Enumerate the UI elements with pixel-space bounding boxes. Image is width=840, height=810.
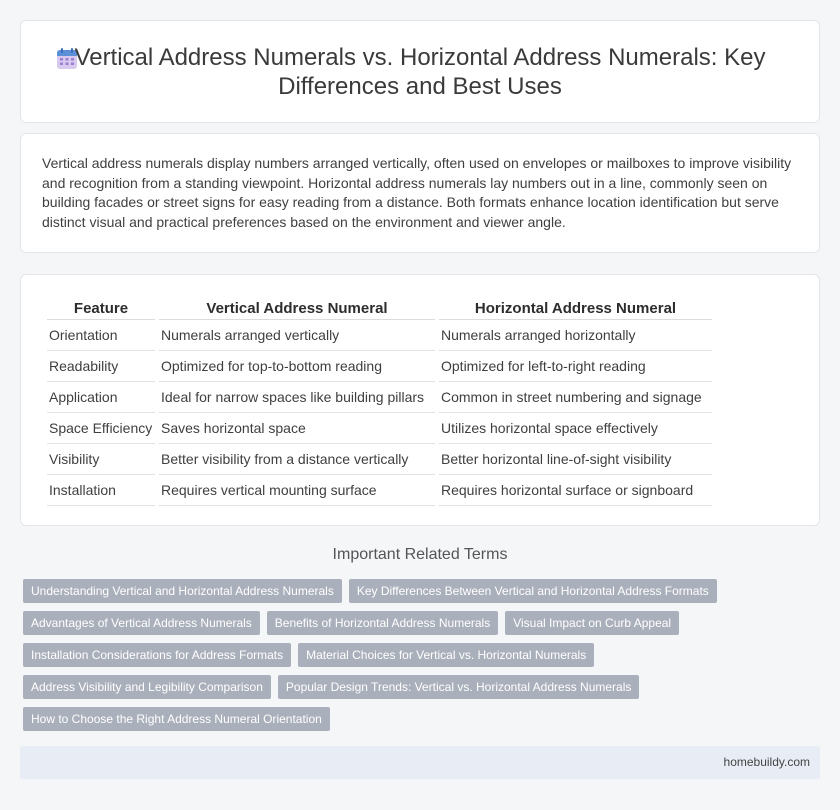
related-term-tag[interactable]: Benefits of Horizontal Address Numerals bbox=[267, 611, 498, 635]
related-term-tag[interactable]: Advantages of Vertical Address Numerals bbox=[23, 611, 260, 635]
table-row bbox=[47, 413, 712, 444]
related-term-tag[interactable]: How to Choose the Right Address Numeral Orientation bbox=[23, 707, 330, 731]
table-header: Feature bbox=[47, 297, 155, 320]
table-cell: Utilizes horizontal space effectively bbox=[439, 413, 712, 444]
table-cell: Saves horizontal space bbox=[159, 413, 435, 444]
intro-paragraph: Vertical address numerals display numbers arranged vertically, often used on envelopes or mailboxes to improve visibility and recognition from a standing viewpoint. Horizontal address numerals lay numbers out in a line, commonly seen on building facades or street signs for easy reading from a distance. Both formats enhance location identification but serve distinct visual and practical preferences based on the environment and viewer angle. bbox=[42, 155, 792, 230]
related-terms-title: Important Related Terms bbox=[332, 546, 508, 563]
footer bbox=[20, 746, 820, 779]
table-cell: Orientation bbox=[47, 320, 155, 351]
table-cell: Ideal for narrow spaces like building pillars bbox=[159, 382, 435, 413]
intro-card bbox=[20, 133, 820, 253]
table-row bbox=[47, 382, 712, 413]
table-cell: Better horizontal line-of-sight visibility bbox=[439, 444, 712, 475]
table-header: Vertical Address Numeral bbox=[159, 297, 435, 320]
related-term-tag[interactable]: Installation Considerations for Address Formats bbox=[23, 643, 291, 667]
table-cell: Visibility bbox=[47, 444, 155, 475]
table-cell: Numerals arranged vertically bbox=[159, 320, 435, 351]
related-terms-list bbox=[23, 579, 743, 731]
related-term-tag[interactable]: Popular Design Trends: Vertical vs. Horizontal Address Numerals bbox=[278, 675, 640, 699]
table-cell: Optimized for left-to-right reading bbox=[439, 351, 712, 382]
table-row bbox=[47, 444, 712, 475]
comparison-table-card bbox=[20, 274, 820, 526]
table-cell: Space Efficiency bbox=[47, 413, 155, 444]
related-term-tag[interactable]: Address Visibility and Legibility Comparison bbox=[23, 675, 271, 699]
table-header-row bbox=[47, 297, 712, 320]
table-cell: Requires horizontal surface or signboard bbox=[439, 475, 712, 506]
table-header: Horizontal Address Numeral bbox=[439, 297, 712, 320]
table-cell: Numerals arranged horizontally bbox=[439, 320, 712, 351]
page-title: Vertical Address Numerals vs. Horizontal Address Numerals: Key Differences and Best Uses bbox=[74, 44, 766, 100]
related-term-tag[interactable]: Material Choices for Vertical vs. Horizontal Numerals bbox=[298, 643, 594, 667]
table-cell: Readability bbox=[47, 351, 155, 382]
table-row bbox=[47, 475, 712, 506]
table-cell: Optimized for top-to-bottom reading bbox=[159, 351, 435, 382]
comparison-table bbox=[43, 297, 716, 506]
table-cell: Better visibility from a distance vertically bbox=[159, 444, 435, 475]
footer-site-link[interactable]: homebuildy.com bbox=[723, 755, 810, 769]
related-term-tag[interactable]: Key Differences Between Vertical and Horizontal Address Formats bbox=[349, 579, 717, 603]
table-row bbox=[47, 320, 712, 351]
table-cell: Application bbox=[47, 382, 155, 413]
header-card bbox=[20, 20, 820, 123]
table-cell: Installation bbox=[47, 475, 155, 506]
related-term-tag[interactable]: Visual Impact on Curb Appeal bbox=[505, 611, 679, 635]
table-row bbox=[47, 351, 712, 382]
table-cell: Common in street numbering and signage bbox=[439, 382, 712, 413]
table-cell: Requires vertical mounting surface bbox=[159, 475, 435, 506]
related-term-tag[interactable]: Understanding Vertical and Horizontal Address Numerals bbox=[23, 579, 342, 603]
